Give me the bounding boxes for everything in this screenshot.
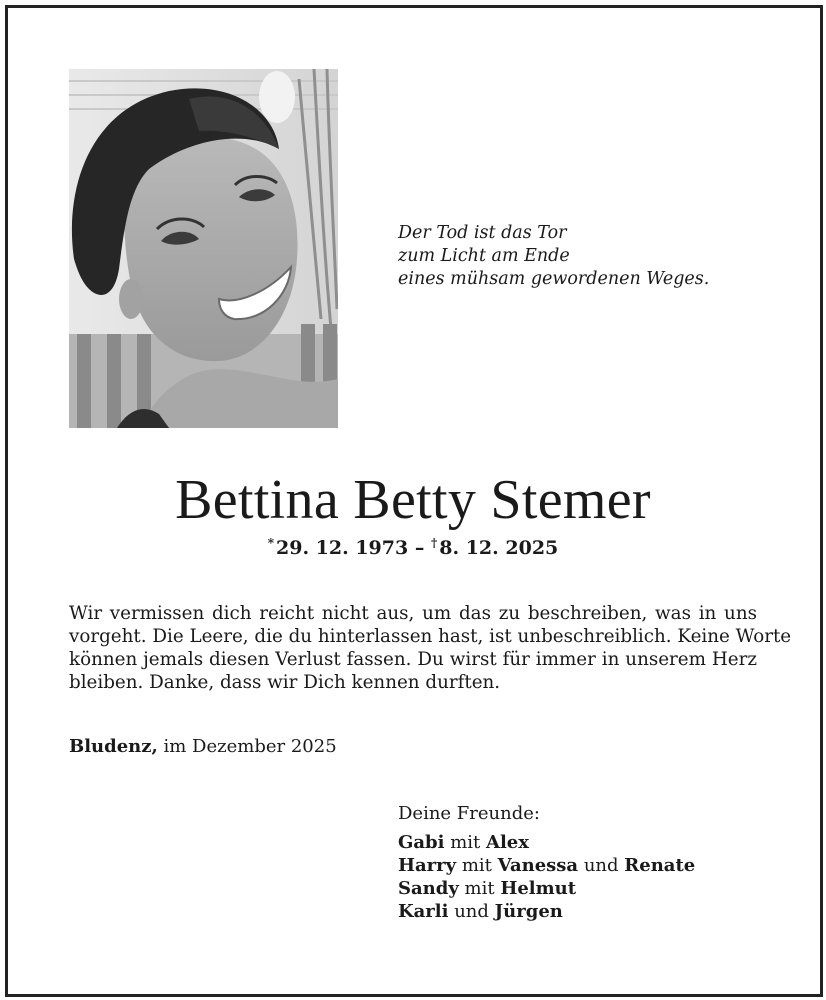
mourner-connector: mit	[450, 832, 481, 853]
message-line: Wir vermissen dich reicht nicht aus, um das zu beschreiben, was in uns	[69, 603, 757, 624]
quote-line: Der Tod ist das Tor	[398, 223, 567, 243]
quote-line: eines mühsam gewordenen Weges.	[398, 269, 710, 289]
mourner-connector: mit	[464, 878, 495, 899]
mourner-name: Vanessa	[497, 855, 579, 876]
mourners-row	[398, 854, 695, 877]
deceased-name: Bettina Betty Stemer	[175, 469, 651, 531]
mourners-row	[398, 900, 695, 923]
mourner-name: Harry	[398, 855, 457, 876]
mourner-name: Karli	[398, 901, 449, 922]
mourner-name: Helmut	[500, 878, 577, 899]
death-date: 8. 12. 2025	[439, 537, 559, 559]
date-separator: –	[414, 537, 425, 559]
message-line: können jemals diesen Verlust fassen. Du wirst für immer in unserem Herz	[69, 649, 757, 670]
quote-line: zum Licht am Ende	[398, 246, 570, 266]
mourner-name: Alex	[486, 832, 529, 853]
mourners-list	[398, 802, 695, 923]
birth-date: 29. 12. 1973	[276, 537, 409, 559]
place-date: im Dezember 2025	[163, 736, 337, 757]
mourner-connector: und	[583, 855, 619, 876]
mourner-name: Sandy	[398, 878, 459, 899]
message-paragraph	[69, 602, 792, 694]
birth-symbol: *	[267, 536, 274, 550]
life-dates	[0, 536, 826, 559]
message-line: vorgeht. Die Leere, die du hinterlassen hast, ist unbeschreiblich. Keine Worte	[69, 626, 792, 647]
mourners-intro: Deine Freunde:	[398, 803, 540, 824]
mourner-name: Renate	[624, 855, 696, 876]
death-symbol: †	[430, 536, 438, 550]
mourner-connector: mit	[461, 855, 492, 876]
place-city: Bludenz,	[69, 736, 158, 757]
mourners-row	[398, 831, 695, 854]
mourner-name: Jürgen	[494, 901, 563, 922]
mourners-row	[398, 877, 695, 900]
place-and-date	[69, 736, 337, 757]
mourner-connector: und	[454, 901, 489, 922]
quote	[398, 222, 709, 291]
portrait-photo	[69, 69, 338, 428]
message-line: bleiben. Danke, dass wir Dich kennen durften.	[69, 672, 501, 693]
mourner-name: Gabi	[398, 832, 445, 853]
